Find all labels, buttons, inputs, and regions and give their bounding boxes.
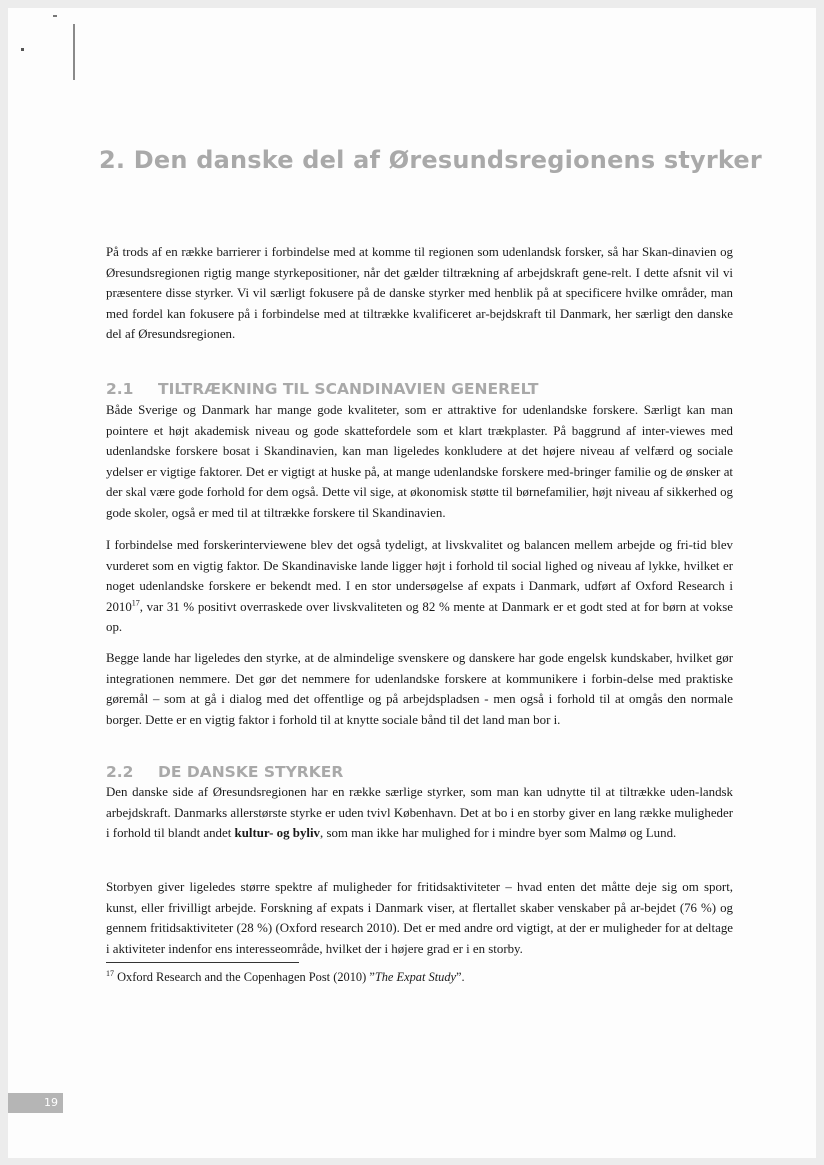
footnote-reference[interactable]: 17 bbox=[131, 598, 140, 608]
paragraph-text: , som man ikke har mulighed for i mindre byer som Malmø og Lund. bbox=[320, 826, 677, 841]
footnote-divider bbox=[106, 962, 299, 963]
section-2-2-paragraph-2: Storbyen giver ligeledes større spektre af muligheder for fritidsaktiviteter – hvad enten det måtte deje sig om sport, kunst, eller frivilligt arbejde. Forskning af expats i Danmark viser, at flertallet skaber venskaber på ar-bejdet (76 %) og gennem fritidsaktiviteter (28 %) (Oxford research 2010). Det er med andre ord vigtigt, at der er muligheder for at deltage i aktiviteter indenfor ens interesseområde, hvilket der i højere grad er i en storby. bbox=[106, 880, 733, 956]
footnote bbox=[106, 970, 465, 985]
section-2-1-paragraph-3: Begge lande har ligeledes den styrke, at de almindelige svenskere og danskere har gode engelsk kundskaber, hvilket gør integrationen nemmere. Det gør det nemmere for udenlandske forskere at kommunikere i forbin-delse med praktiske gøremål – som at gå i dialog med det offentlige og på arbejdspladsen - men også i forhold til at omgås den normale borger. Dette er en vigtig faktor i forhold til at knytte sociale bånd til det land man bor i. bbox=[106, 651, 733, 727]
margin-mark bbox=[21, 48, 24, 51]
section-title: TILTRÆKNING TIL SCANDINAVIEN GENERELT bbox=[158, 380, 539, 398]
paragraph-text: I forbindelse med forskerinterviewene blev det også tydeligt, at livskvalitet og balancen mellem arbejde og fri-tid blev vurderet som en vigtig faktor. De Skandinaviske lande ligger højt i forhold til social lighed og niveau af lykke, hvilket er noget udenlandske forskere er bekendt med. I en stor undersøgelse af expats i Danmark, udført af Oxford Research i 2010 bbox=[106, 538, 733, 614]
intro-paragraph: På trods af en række barrierer i forbindelse med at komme til regionen som udenlandsk forsker, så har Skan-dinavien og Øresundsregionen rigtig mange styrkepositioner, når det gælder tiltrækning af arbejdskraft gene-relt. I dette afsnit vil vi præsentere disse styrker. Vi vil særligt fokusere på de danske styrker med henblik på at specificere hvilke områder, man med fordel kan fokusere på i forbindelse med at tiltrække kvalificeret ar-bejdskraft til Danmark, her særligt den danske del af Øresundsregionen. bbox=[106, 245, 733, 342]
paragraph-text: Den danske side af Øresundsregionen har en række særlige styrker, som man kan udnytte til at tiltrække uden-landsk arbejdskraft. Danmarks allerstørste styrke er uden tvivl København. Det at bo i en storby giver en lang række muligheder i forhold til blandt andet bbox=[106, 785, 733, 841]
paragraph-text: , var 31 % positivt overraskede over livskvaliteten og 82 % mente at Danmark er et godt sted at for børn at vokse op. bbox=[106, 599, 733, 635]
section-2-1-paragraph-2 bbox=[106, 535, 733, 638]
footnote-text: Oxford Research and the Copenhagen Post (2010) ” bbox=[114, 970, 375, 984]
section-number: 2.2 bbox=[106, 763, 134, 781]
section-2-1-paragraph-1: Både Sverige og Danmark har mange gode kvaliteter, som er attraktive for udenlandske forskere. Særligt kan man pointere et højt akademisk niveau og gode skattefordele som et klart trækplaster. På baggrund af inter-viewes med udenlandske forskere bosat i Skandinavien, kan man ligeledes konkludere at det højere niveau af velfærd og sociale ydelser er vigtige faktorer. Det er vigtigt at huske på, at mange udenlandske forskere med-bringer familie og de ønsker at der skal være gode forhold for dem også. Dette vil sige, at økonomisk støtte til børnefamilier, højt niveau af sikkerhed og gode skoler, også er med til at tiltrække forskere til Skandinavien. bbox=[106, 403, 733, 520]
section-number: 2.1 bbox=[106, 380, 134, 398]
section-heading-2-2 bbox=[106, 763, 343, 781]
page-number-box bbox=[8, 1093, 63, 1113]
margin-mark bbox=[53, 15, 57, 17]
page-number: 19 bbox=[44, 1096, 58, 1109]
page-title: 2. Den danske del af Øresundsregionens styrker bbox=[99, 146, 762, 174]
footnote-number: 17 bbox=[106, 968, 114, 978]
section-title: DE DANSKE STYRKER bbox=[158, 763, 344, 781]
margin-rule bbox=[73, 24, 75, 80]
footnote-text: ”. bbox=[456, 970, 465, 984]
emphasis: kultur- og byliv bbox=[234, 826, 321, 841]
section-2-2-paragraph-1 bbox=[106, 782, 733, 844]
footnote-title: The Expat Study bbox=[374, 970, 457, 984]
section-heading-2-1 bbox=[106, 380, 538, 398]
